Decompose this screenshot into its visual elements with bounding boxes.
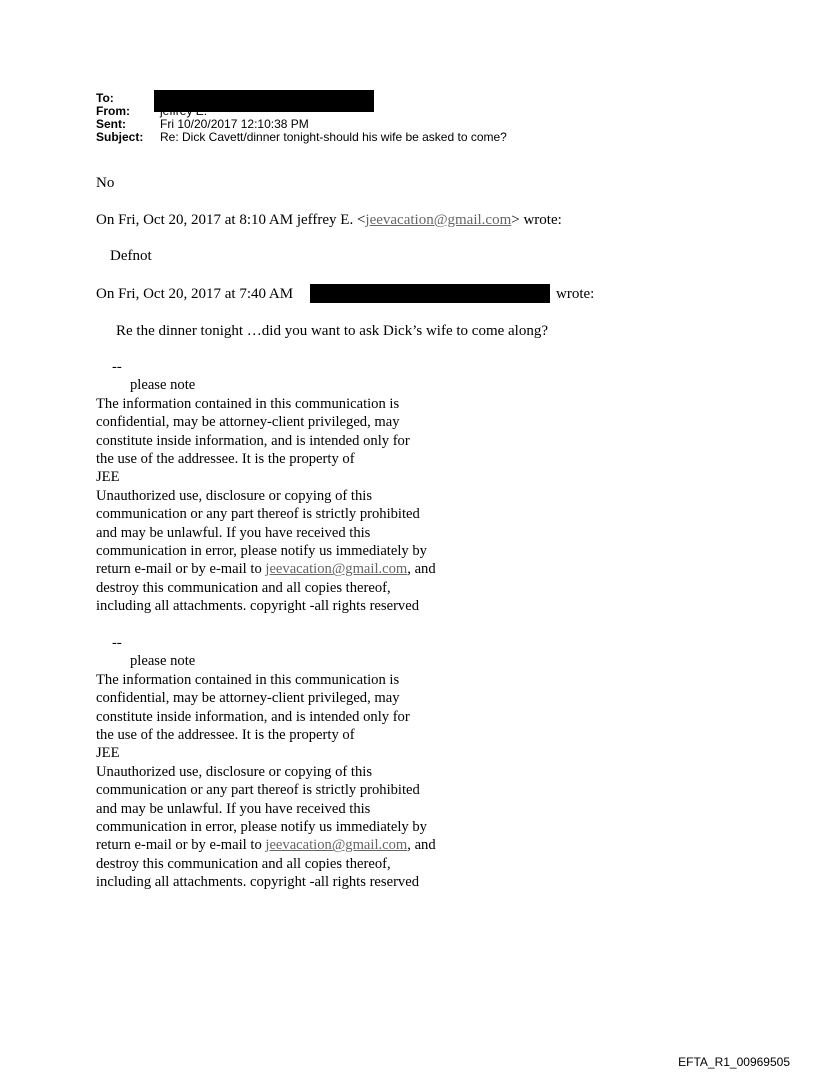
disclaimer-line: constitute inside information, and is intended only for: [96, 432, 410, 449]
disclaimer-line: including all attachments. copyright -all rights reserved: [96, 598, 419, 615]
quote2-suffix: wrote:: [556, 286, 595, 302]
disclaimer-line: destroy this communication and all copies thereof,: [96, 579, 391, 596]
disclaimer-email-link[interactable]: jeevacation@gmail.com: [265, 837, 408, 854]
sent-value: Fri 10/20/2017 12:10:38 PM: [160, 117, 309, 131]
email-suffix: , and: [407, 837, 436, 854]
disclaimer-line: and may be unlawful. If you have received this: [96, 800, 371, 817]
to-label: To:: [96, 91, 114, 105]
document-id: EFTA_R1_00969505: [678, 1055, 790, 1069]
disclaimer-line: constitute inside information, and is intended only for: [96, 708, 410, 725]
disclaimer-block-1: [96, 358, 436, 616]
disclaimer-note: please note: [130, 377, 196, 394]
disclaimer-line: including all attachments. copyright -all rights reserved: [96, 874, 419, 891]
disclaimer-sep: --: [112, 635, 122, 651]
disclaimer-line: communication or any part thereof is strictly prohibited: [96, 506, 420, 523]
disclaimer-block-2: [96, 634, 436, 892]
from-label: From:: [96, 104, 130, 118]
reply-text: No: [96, 175, 115, 191]
disclaimer-line: Unauthorized use, disclosure or copying of this: [96, 487, 373, 504]
disclaimer-line: communication or any part thereof is strictly prohibited: [96, 782, 420, 799]
quote1-line: [96, 211, 562, 229]
disclaimer-line: JEE: [96, 469, 120, 486]
email-suffix: , and: [407, 561, 436, 578]
disclaimer-line: confidential, may be attorney-client privileged, may: [96, 690, 400, 707]
quote2-prefix: On Fri, Oct 20, 2017 at 7:40 AM: [96, 286, 294, 302]
disclaimer-line: the use of the addressee. It is the property of: [96, 451, 355, 468]
redaction-to: [154, 90, 374, 112]
quote1-prefix: On Fri, Oct 20, 2017 at 8:10 AM jeffrey E. <: [96, 212, 366, 228]
quote1-suffix: > wrote:: [511, 212, 562, 228]
disclaimer-email-line: [96, 560, 436, 578]
disclaimer-line: and may be unlawful. If you have received this: [96, 524, 371, 541]
quote1-email-link[interactable]: jeevacation@gmail.com: [365, 212, 512, 228]
subject-label: Subject:: [96, 130, 144, 144]
disclaimer-line: Unauthorized use, disclosure or copying of this: [96, 763, 373, 780]
disclaimer-line: The information contained in this communication is: [96, 395, 400, 412]
disclaimer-sep: --: [112, 359, 122, 375]
reply2-text: Defnot: [110, 248, 152, 264]
subject-value: Re: Dick Cavett/dinner tonight-should his wife be asked to come?: [160, 130, 507, 144]
disclaimer-note: please note: [130, 653, 196, 670]
redaction-sender: [310, 284, 550, 303]
original-message: Re the dinner tonight …did you want to ask Dick’s wife to come along?: [116, 323, 548, 339]
sent-label: Sent:: [96, 117, 126, 131]
disclaimer-line: communication in error, please notify us immediately by: [96, 543, 427, 560]
disclaimer-line: confidential, may be attorney-client privileged, may: [96, 414, 400, 431]
disclaimer-email-link[interactable]: jeevacation@gmail.com: [265, 561, 408, 578]
disclaimer-email-line: [96, 836, 436, 854]
disclaimer-line: The information contained in this communication is: [96, 671, 400, 688]
email-prefix: return e-mail or by e-mail to: [96, 837, 266, 854]
email-prefix: return e-mail or by e-mail to: [96, 561, 266, 578]
disclaimer-line: the use of the addressee. It is the property of: [96, 727, 355, 744]
disclaimer-line: communication in error, please notify us immediately by: [96, 819, 427, 836]
disclaimer-line: JEE: [96, 745, 120, 762]
disclaimer-line: destroy this communication and all copies thereof,: [96, 855, 391, 872]
